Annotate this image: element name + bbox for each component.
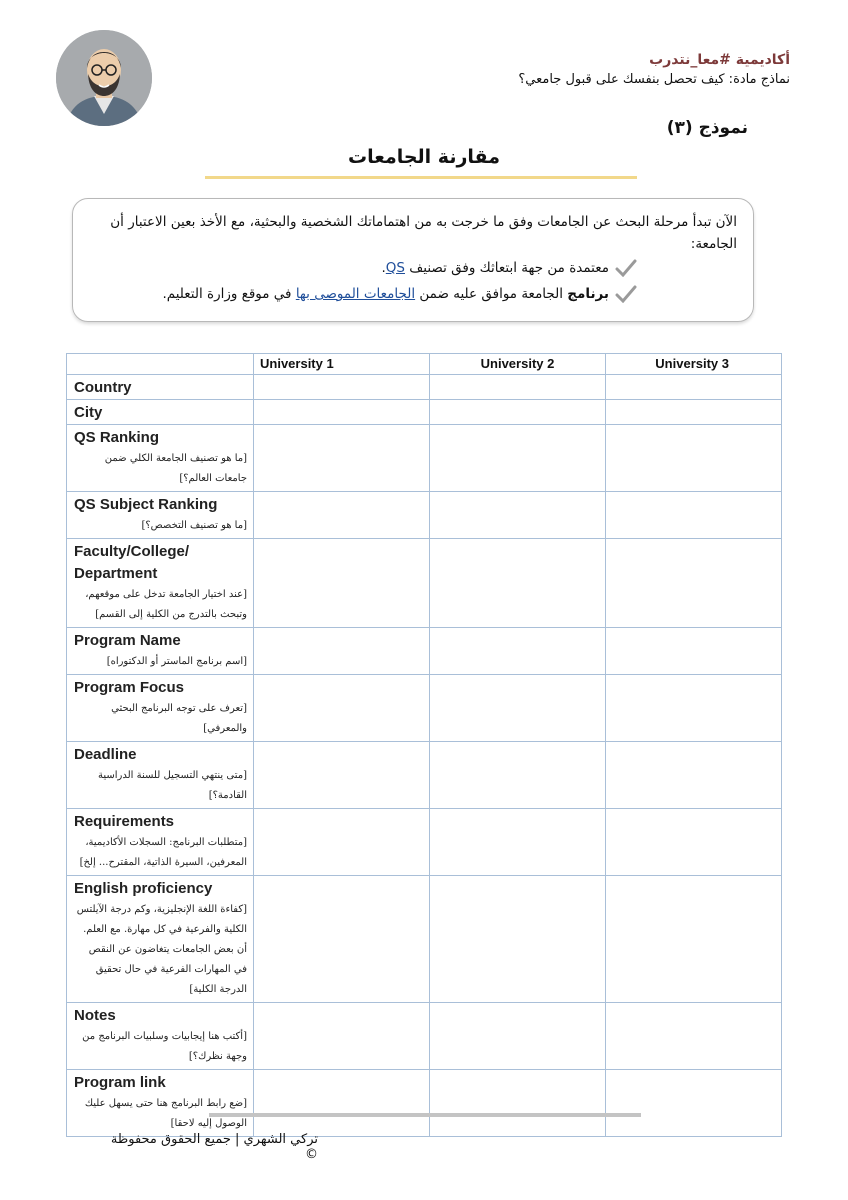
- criteria-2-end: في موقع وزارة التعليم.: [162, 286, 296, 302]
- criteria-1-text: معتمدة من جهة ابتعاثك وفق تصنيف: [404, 260, 609, 276]
- input-cell[interactable]: [430, 492, 606, 539]
- column-university-1: University 1: [254, 354, 430, 375]
- row-hint: [متى ينتهي التسجيل للسنة الدراسية القادمة؟]: [98, 770, 247, 801]
- row-label: Country: [74, 379, 132, 396]
- qs-link[interactable]: QS: [385, 260, 405, 276]
- course-subject: نماذج مادة: كيف تحصل بنفسك على قبول جامعي؟: [518, 72, 790, 87]
- input-cell[interactable]: [254, 675, 430, 742]
- footer-divider: [209, 1113, 641, 1117]
- footer-copyright: تركي الشهري | جميع الحقوق محفوظة ©: [110, 1132, 318, 1162]
- input-cell[interactable]: [254, 809, 430, 876]
- input-cell[interactable]: [254, 425, 430, 492]
- row-label: Notes: [74, 1007, 116, 1024]
- input-cell[interactable]: [606, 675, 782, 742]
- input-cell[interactable]: [606, 425, 782, 492]
- input-cell[interactable]: [606, 1003, 782, 1070]
- criteria-2-text: الجامعة موافق عليه ضمن: [415, 286, 568, 302]
- input-cell[interactable]: [606, 400, 782, 425]
- input-cell[interactable]: [254, 539, 430, 628]
- input-cell[interactable]: [606, 1070, 782, 1137]
- row-hint: [ما هو تصنيف التخصص؟]: [141, 520, 247, 531]
- table-row: [67, 628, 782, 675]
- input-cell[interactable]: [430, 375, 606, 400]
- input-cell[interactable]: [430, 876, 606, 1003]
- header-blank: [67, 354, 254, 375]
- row-label: QS Ranking: [74, 429, 160, 446]
- row-hint: [أكتب هنا إيجابيات وسلبيات البرنامج من وجهة نظرك؟]: [82, 1031, 247, 1062]
- criteria-item-1: [89, 255, 637, 281]
- row-label: English proficiency: [74, 880, 213, 897]
- row-label: Program Name: [74, 632, 181, 649]
- input-cell[interactable]: [606, 742, 782, 809]
- row-label: Requirements: [74, 813, 175, 830]
- row-label: Program Focus: [74, 679, 185, 696]
- criteria-1-end: .: [381, 260, 386, 276]
- checkmark-icon: [615, 285, 637, 303]
- input-cell[interactable]: [430, 425, 606, 492]
- checkmark-icon: [615, 259, 637, 277]
- input-cell[interactable]: [254, 375, 430, 400]
- input-cell[interactable]: [254, 628, 430, 675]
- model-label: نموذج (٣): [666, 118, 748, 138]
- table-row: [67, 675, 782, 742]
- table-row: [67, 425, 782, 492]
- row-hint: [ضع رابط البرنامج هنا حتى يسهل عليك الوصول إليه لاحقا]: [84, 1098, 247, 1129]
- input-cell[interactable]: [430, 628, 606, 675]
- table-row: [67, 876, 782, 1003]
- input-cell[interactable]: [606, 492, 782, 539]
- input-cell[interactable]: [606, 628, 782, 675]
- author-avatar: [56, 30, 152, 126]
- table-row: [67, 539, 782, 628]
- input-cell[interactable]: [430, 1070, 606, 1137]
- row-hint: [ما هو تصنيف الجامعة الكلي ضمن جامعات العالم؟]: [104, 453, 247, 484]
- row-label: Program link: [74, 1074, 166, 1091]
- page-title: مقارنة الجامعات: [348, 146, 500, 168]
- input-cell[interactable]: [430, 675, 606, 742]
- input-cell[interactable]: [430, 400, 606, 425]
- input-cell[interactable]: [430, 1003, 606, 1070]
- criteria-item-2: [89, 281, 637, 307]
- input-cell[interactable]: [430, 742, 606, 809]
- row-label: City: [74, 404, 103, 421]
- row-hint: [تعرف على توجه البرنامج البحثي والمعرفي]: [111, 703, 247, 734]
- input-cell[interactable]: [606, 375, 782, 400]
- input-cell[interactable]: [254, 876, 430, 1003]
- row-label: QS Subject Ranking: [74, 496, 218, 513]
- criteria-2-bold: برنامج: [567, 286, 609, 302]
- table-row: [67, 742, 782, 809]
- row-label: Faculty/College/ Department: [74, 543, 190, 582]
- intro-box: [72, 198, 754, 322]
- table-row: [67, 492, 782, 539]
- recommended-universities-link[interactable]: الجامعات الموصى بها: [295, 286, 416, 302]
- table-row: [67, 1003, 782, 1070]
- table-row: [67, 375, 782, 400]
- column-university-2: University 2: [430, 354, 606, 375]
- input-cell[interactable]: [254, 400, 430, 425]
- input-cell[interactable]: [254, 742, 430, 809]
- input-cell[interactable]: [254, 1003, 430, 1070]
- input-cell[interactable]: [606, 876, 782, 1003]
- row-hint: [كفاءة اللغة الإنجليزية، وكم درجة الآيلتس الكلية والفرعية في كل مهارة. مع العلم. أن بعض الجامعات يتغاضون عن النقص في المهارات الفرعية في حال تحقيق الدرجة الكلية]: [76, 904, 247, 995]
- row-hint: [عند اختيار الجامعة تدخل على موقعهم، وتبحث بالتدرج من الكلية إلى القسم]: [85, 589, 247, 620]
- column-university-3: University 3: [606, 354, 782, 375]
- input-cell[interactable]: [430, 809, 606, 876]
- input-cell[interactable]: [430, 539, 606, 628]
- table-row: [67, 1070, 782, 1137]
- input-cell[interactable]: [254, 1070, 430, 1137]
- header: [518, 50, 790, 90]
- row-label: Deadline: [74, 746, 137, 763]
- input-cell[interactable]: [254, 492, 430, 539]
- row-hint: [متطلبات البرنامج: السجلات الأكاديمية، المعرفين، السيرة الذاتية، المقترح... إلخ]: [79, 837, 247, 868]
- table-row: [67, 400, 782, 425]
- intro-text: الآن تبدأ مرحلة البحث عن الجامعات وفق ما خرجت به من اهتماماتك الشخصية والبحثية، مع الأخذ بعين الاعتبار أن الجامعة:: [110, 214, 737, 252]
- academy-name: أكاديمية #معا_نتدرب: [649, 52, 790, 68]
- comparison-table: [66, 353, 782, 1137]
- table-header-row: [67, 354, 782, 375]
- input-cell[interactable]: [606, 539, 782, 628]
- table-row: [67, 809, 782, 876]
- input-cell[interactable]: [606, 809, 782, 876]
- title-underline: [205, 176, 637, 179]
- row-hint: [اسم برنامج الماستر أو الدكتوراه]: [106, 656, 247, 667]
